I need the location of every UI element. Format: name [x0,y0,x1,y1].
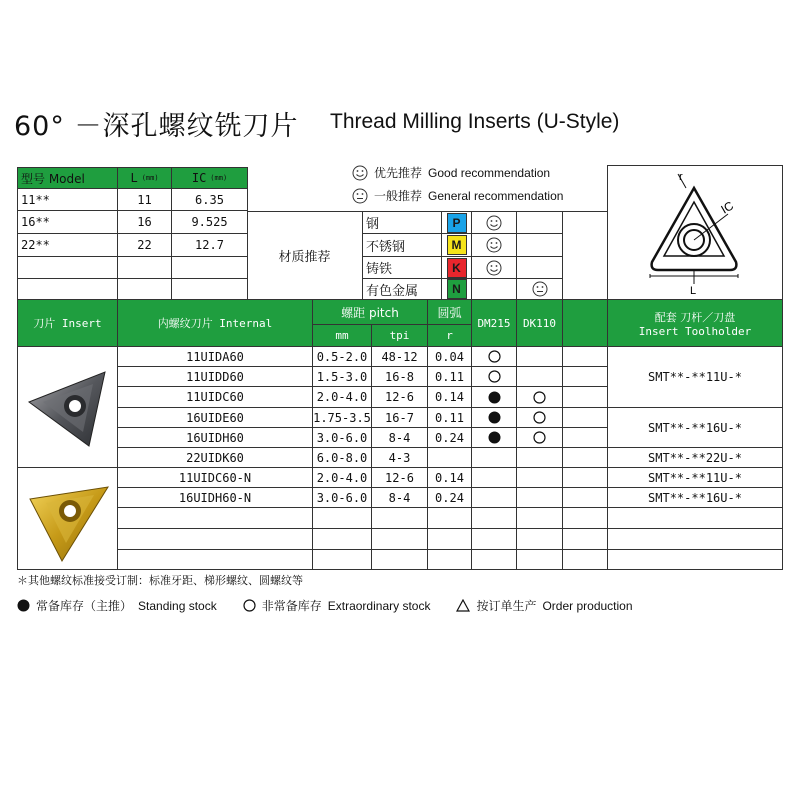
holder-11u-n: SMT**-**11U-* [607,467,783,488]
holder-16u-n: SMT**-**16U-* [607,487,783,508]
table-cell-dm [471,346,517,367]
size-empty-cell [17,256,118,279]
table-cell-r: 0.11 [427,407,472,428]
table-cell-mm: 3.0-6.0 [312,427,372,448]
holder-empty [607,528,783,550]
material-dk-cell [516,278,563,300]
table-cell-mm: 2.0-4.0 [312,467,372,488]
material-code-cell [441,233,472,257]
open-circle-icon [488,350,501,363]
size-empty-cell [117,278,172,300]
table-cell-dk [516,407,563,428]
header-tpi: tpi [371,324,428,347]
material-name-steel: 钢 [362,211,442,234]
size-row-model: 16** [17,210,118,234]
table-cell-r: 0.14 [427,467,472,488]
material-dk-cell [516,211,563,234]
table-cell-dm [471,487,517,508]
filled-circle-icon [488,391,501,404]
open-circle-icon [243,599,256,612]
table-empty-cell [516,528,563,550]
legend-good [352,164,550,181]
open-circle-icon [533,431,546,444]
triangle-icon [456,599,470,612]
size-row-l: 22 [117,233,172,257]
diagram-r-label: r [679,171,683,183]
table-cell-mm: 3.0-6.0 [312,487,372,508]
table-cell-r: 0.24 [427,427,472,448]
material-name-cast-iron: 铸铁 [362,256,442,279]
table-cell-model: 16UIDH60-N [117,487,313,508]
table-cell-tpi: 8-4 [371,427,428,448]
table-cell-r [427,447,472,468]
material-badge-m: M [447,235,467,255]
table-cell-dk [516,386,563,408]
holder-22u: SMT**-**22U-* [607,447,783,468]
size-header-l-unit: (mm) [141,174,159,182]
size-empty-cell [117,256,172,279]
table-empty-cell [562,528,608,550]
open-circle-icon [488,370,501,383]
table-cell-r: 0.11 [427,366,472,387]
table-empty-cell [312,528,372,550]
smiley-face-icon [486,260,502,276]
table-cell-dk [516,467,563,488]
table-empty-cell [117,528,313,550]
stock-order-en: Order production [542,598,633,613]
holder-16u: SMT**-**16U-* [607,407,783,448]
table-cell-sp [562,487,608,508]
stock-standing-cn: 常备库存（主推） [36,599,133,613]
size-header-model: 型号 Model [17,167,118,189]
header-mm: mm [312,324,372,347]
holder-11u: SMT**-**11U-* [607,346,783,408]
size-row-ic: 12.7 [171,233,248,257]
table-cell-mm: 2.0-4.0 [312,386,372,408]
filled-circle-icon [488,431,501,444]
material-code-cell [441,256,472,279]
size-header-ic-label: IC [191,171,207,185]
table-cell-tpi: 4-3 [371,447,428,468]
table-cell-sp [562,467,608,488]
header-spacer [562,299,608,347]
material-badge-p: P [447,213,467,233]
diagram-l-label: L [690,285,697,297]
header-arc: 圆弧 [427,299,472,325]
header-pitch: 螺距 pitch [312,299,428,325]
size-row-l: 16 [117,210,172,234]
header-holder-en: Insert Toolholder [638,324,752,338]
table-empty-cell [427,507,472,529]
table-cell-sp [562,427,608,448]
table-empty-cell [471,507,517,529]
stock-extra-en: Extraordinary stock [327,598,431,613]
size-empty-cell [17,278,118,300]
table-empty-cell [516,549,563,570]
table-cell-dk [516,447,563,468]
table-cell-dm [471,467,517,488]
size-header-ic-unit: (mm) [210,174,228,182]
size-header-l [117,167,172,189]
table-cell-model: 11UIDA60 [117,346,313,367]
table-cell-sp [562,407,608,428]
diagram-ic-label: IC [718,198,736,217]
material-name-stainless: 不锈钢 [362,233,442,257]
size-empty-cell [171,278,248,300]
size-row-ic: 6.35 [171,188,248,211]
table-cell-dm [471,407,517,428]
header-insert: 刀片 Insert [17,299,118,347]
table-cell-tpi: 16-8 [371,366,428,387]
table-empty-cell [312,507,372,529]
table-cell-dk [516,366,563,387]
table-cell-dm [471,427,517,448]
material-dm-cell [471,256,517,279]
table-cell-mm: 6.0-8.0 [312,447,372,468]
insert-image-cell-gold [17,467,118,570]
table-empty-cell [312,549,372,570]
size-header-ic [171,167,248,189]
table-empty-cell [427,528,472,550]
stock-order-cn: 按订单生产 [476,599,537,613]
table-cell-sp [562,346,608,367]
table-cell-model: 16UIDH60 [117,427,313,448]
holder-empty [607,549,783,570]
open-circle-icon [533,411,546,424]
insert-dimension-diagram [607,165,783,300]
table-cell-dm [471,447,517,468]
legend-good-cn: 优先推荐 [374,166,423,180]
filled-circle-icon [488,411,501,424]
table-empty-cell [516,507,563,529]
table-cell-model: 11UIDD60 [117,366,313,387]
material-name-nonferrous: 有色金属 [362,278,442,300]
legend-general-en: General recommendation [428,188,564,203]
size-header-l-label: L [130,171,138,185]
table-cell-tpi: 12-6 [371,386,428,408]
insert-image-cell-gray [17,346,118,468]
table-cell-sp [562,386,608,408]
table-empty-cell [427,549,472,570]
table-empty-cell [117,507,313,529]
table-cell-mm: 1.75-3.5 [312,407,372,428]
open-circle-icon [533,391,546,404]
material-dm-cell [471,233,517,257]
neutral-face-icon [352,188,368,204]
holder-empty [607,507,783,529]
table-cell-model: 22UIDK60 [117,447,313,468]
footnote: ＊其他螺纹标准接受订制：标准牙距、梯形螺纹、圆螺纹等 [17,574,303,587]
gray-insert-image [23,362,113,452]
table-empty-cell [471,528,517,550]
table-cell-model: 11UIDC60 [117,386,313,408]
size-row-model: 22** [17,233,118,257]
table-cell-mm: 1.5-3.0 [312,366,372,387]
header-holder [607,299,783,347]
material-dk-cell [516,233,563,257]
table-cell-tpi: 48-12 [371,346,428,367]
page-title-en: Thread Milling Inserts (U-Style) [330,110,620,133]
table-cell-dm [471,366,517,387]
table-cell-sp [562,447,608,468]
size-row-l: 11 [117,188,172,211]
size-empty-cell [171,256,248,279]
table-empty-cell [371,528,428,550]
legend-general [352,187,563,204]
table-cell-dk [516,346,563,367]
size-row-model: 11** [17,188,118,211]
legend-good-en: Good recommendation [428,165,551,180]
stock-extra-cn: 非常备库存 [261,599,322,613]
neutral-face-icon [532,281,548,297]
table-empty-cell [562,507,608,529]
material-code-cell [441,211,472,234]
table-cell-dk [516,427,563,448]
material-label: 材质推荐 [247,211,363,300]
gold-insert-image [22,473,114,565]
filled-circle-icon [17,599,30,612]
material-spacer-cell [562,211,608,300]
table-empty-cell [371,507,428,529]
table-cell-tpi: 8-4 [371,487,428,508]
table-cell-tpi: 12-6 [371,467,428,488]
smiley-face-icon [486,237,502,253]
stock-standing-en: Standing stock [138,598,217,613]
material-dk-cell [516,256,563,279]
header-dk110: DK110 [516,299,563,347]
smiley-face-icon [486,215,502,231]
smiley-face-icon [352,165,368,181]
table-cell-mm: 0.5-2.0 [312,346,372,367]
table-cell-tpi: 16-7 [371,407,428,428]
page-title-cn: 60° －深孔螺纹铣刀片 [14,111,299,142]
material-code-cell [441,278,472,300]
table-cell-r: 0.24 [427,487,472,508]
table-cell-model: 16UIDE60 [117,407,313,428]
header-holder-cn: 配套 刀杆／刀盘 [654,310,736,324]
table-cell-sp [562,366,608,387]
insert-drawing [608,166,782,299]
material-dm-cell [471,211,517,234]
stock-legend [17,597,633,614]
table-cell-dk [516,487,563,508]
table-cell-r: 0.14 [427,386,472,408]
table-empty-cell [471,549,517,570]
material-dm-cell [471,278,517,300]
legend-general-cn: 一般推荐 [374,189,423,203]
table-empty-cell [117,549,313,570]
table-cell-dm [471,386,517,408]
header-r: r [427,324,472,347]
material-badge-n: N [447,279,467,299]
material-badge-k: K [447,258,467,278]
table-cell-model: 11UIDC60-N [117,467,313,488]
table-empty-cell [562,549,608,570]
header-internal: 内螺纹刀片 Internal [117,299,313,347]
table-cell-r: 0.04 [427,346,472,367]
size-row-ic: 9.525 [171,210,248,234]
header-dm215: DM215 [471,299,517,347]
table-empty-cell [371,549,428,570]
